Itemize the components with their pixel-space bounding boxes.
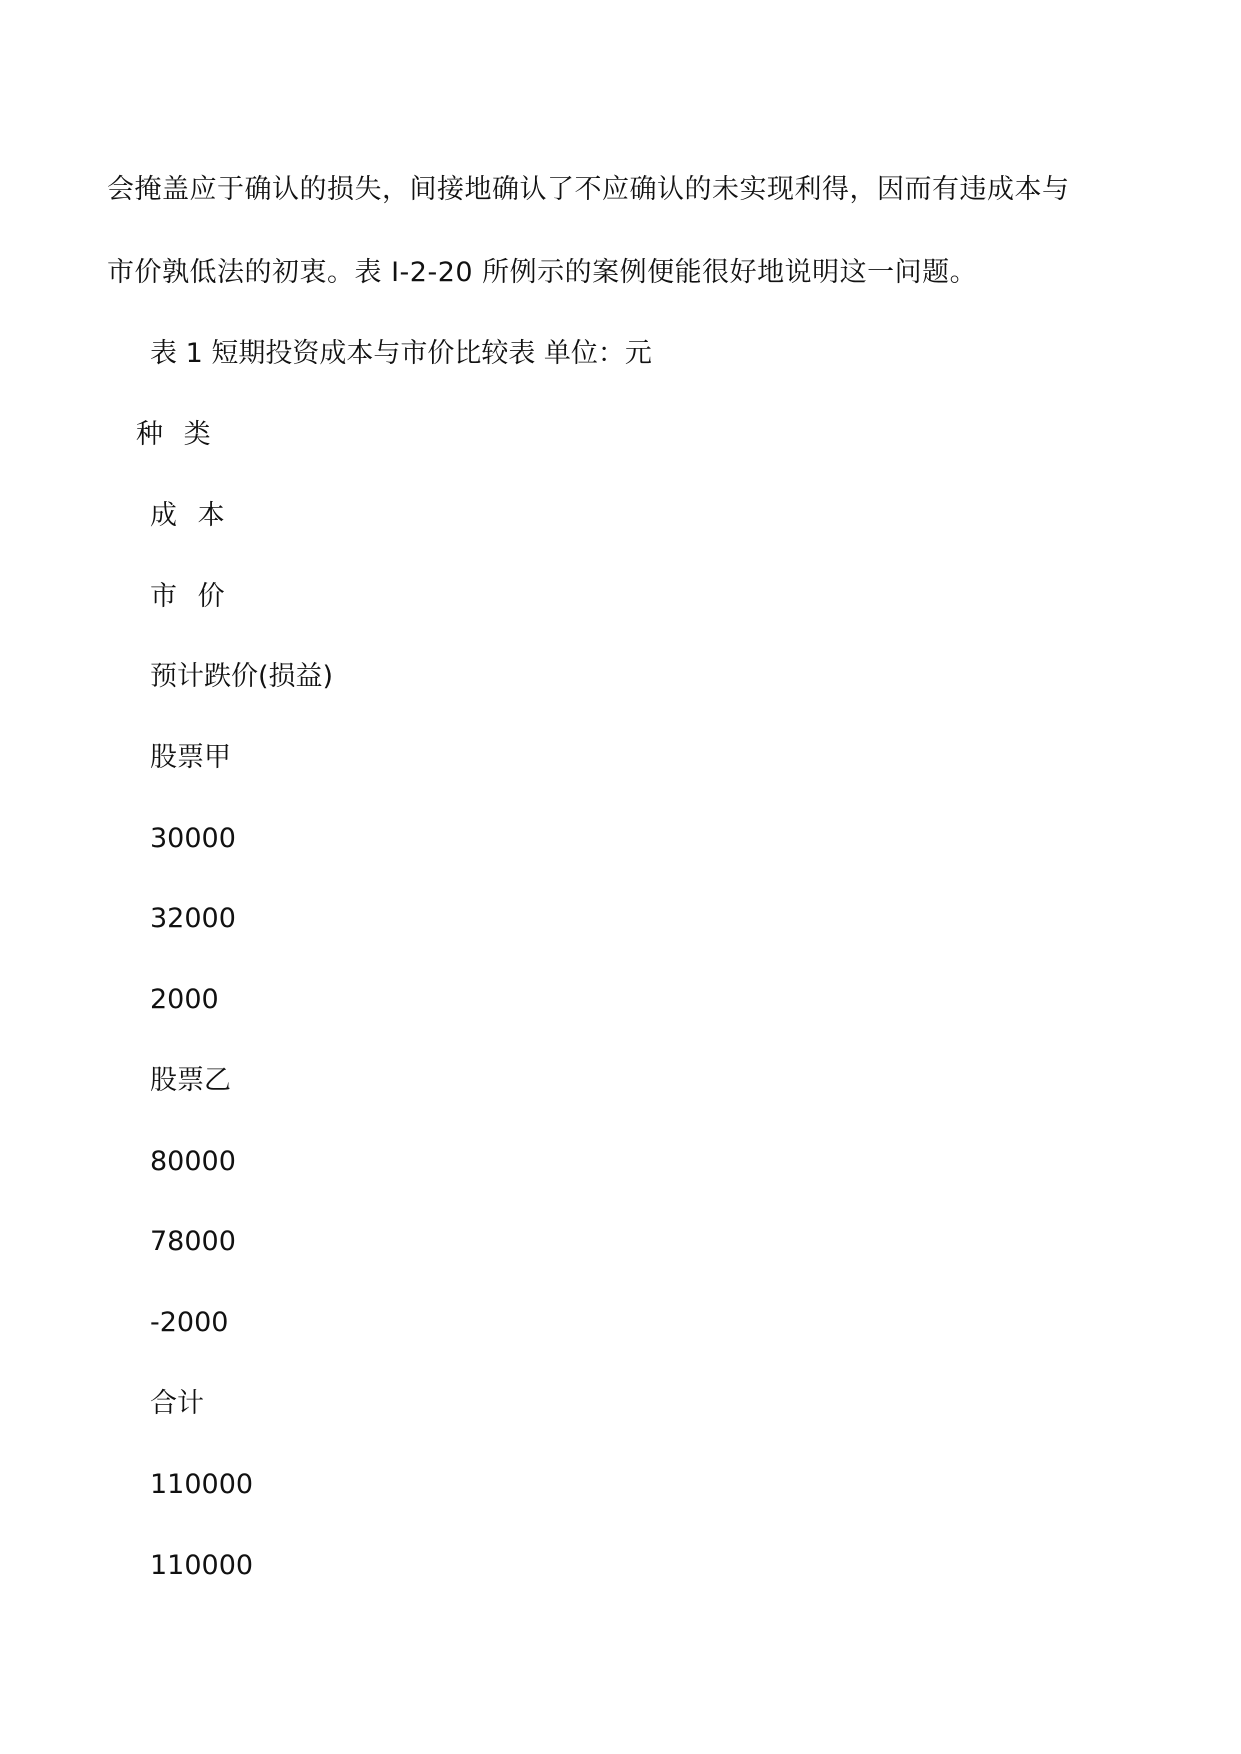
row-stock-b-decline: -2000 [150, 1307, 229, 1338]
row-stock-a-name: 股票甲 [150, 742, 231, 773]
header-cost: 成 本 [150, 500, 231, 531]
table-caption: 表 1 短期投资成本与市价比较表 单位：元 [150, 338, 652, 369]
header-expected-decline: 预计跌价(损益) [150, 661, 334, 692]
row-stock-b-name: 股票乙 [150, 1065, 231, 1096]
row-stock-a-decline: 2000 [150, 984, 219, 1015]
row-total-cost: 110000 [150, 1469, 254, 1500]
paragraph-line-2: 市价孰低法的初衷。表 I-2-20 所例示的案例便能很好地说明这一问题。 [107, 257, 978, 288]
row-stock-b-market: 78000 [150, 1226, 236, 1257]
row-total-name: 合计 [150, 1388, 204, 1419]
paragraph-line-1: 会掩盖应于确认的损失，间接地确认了不应确认的未实现利得，因而有违成本与 [107, 174, 1070, 205]
row-total-market: 110000 [150, 1550, 254, 1581]
row-stock-b-cost: 80000 [150, 1146, 236, 1177]
row-stock-a-market: 32000 [150, 903, 236, 934]
header-kind: 种 类 [136, 419, 217, 450]
header-market-price: 市 价 [150, 581, 231, 612]
row-stock-a-cost: 30000 [150, 823, 236, 854]
